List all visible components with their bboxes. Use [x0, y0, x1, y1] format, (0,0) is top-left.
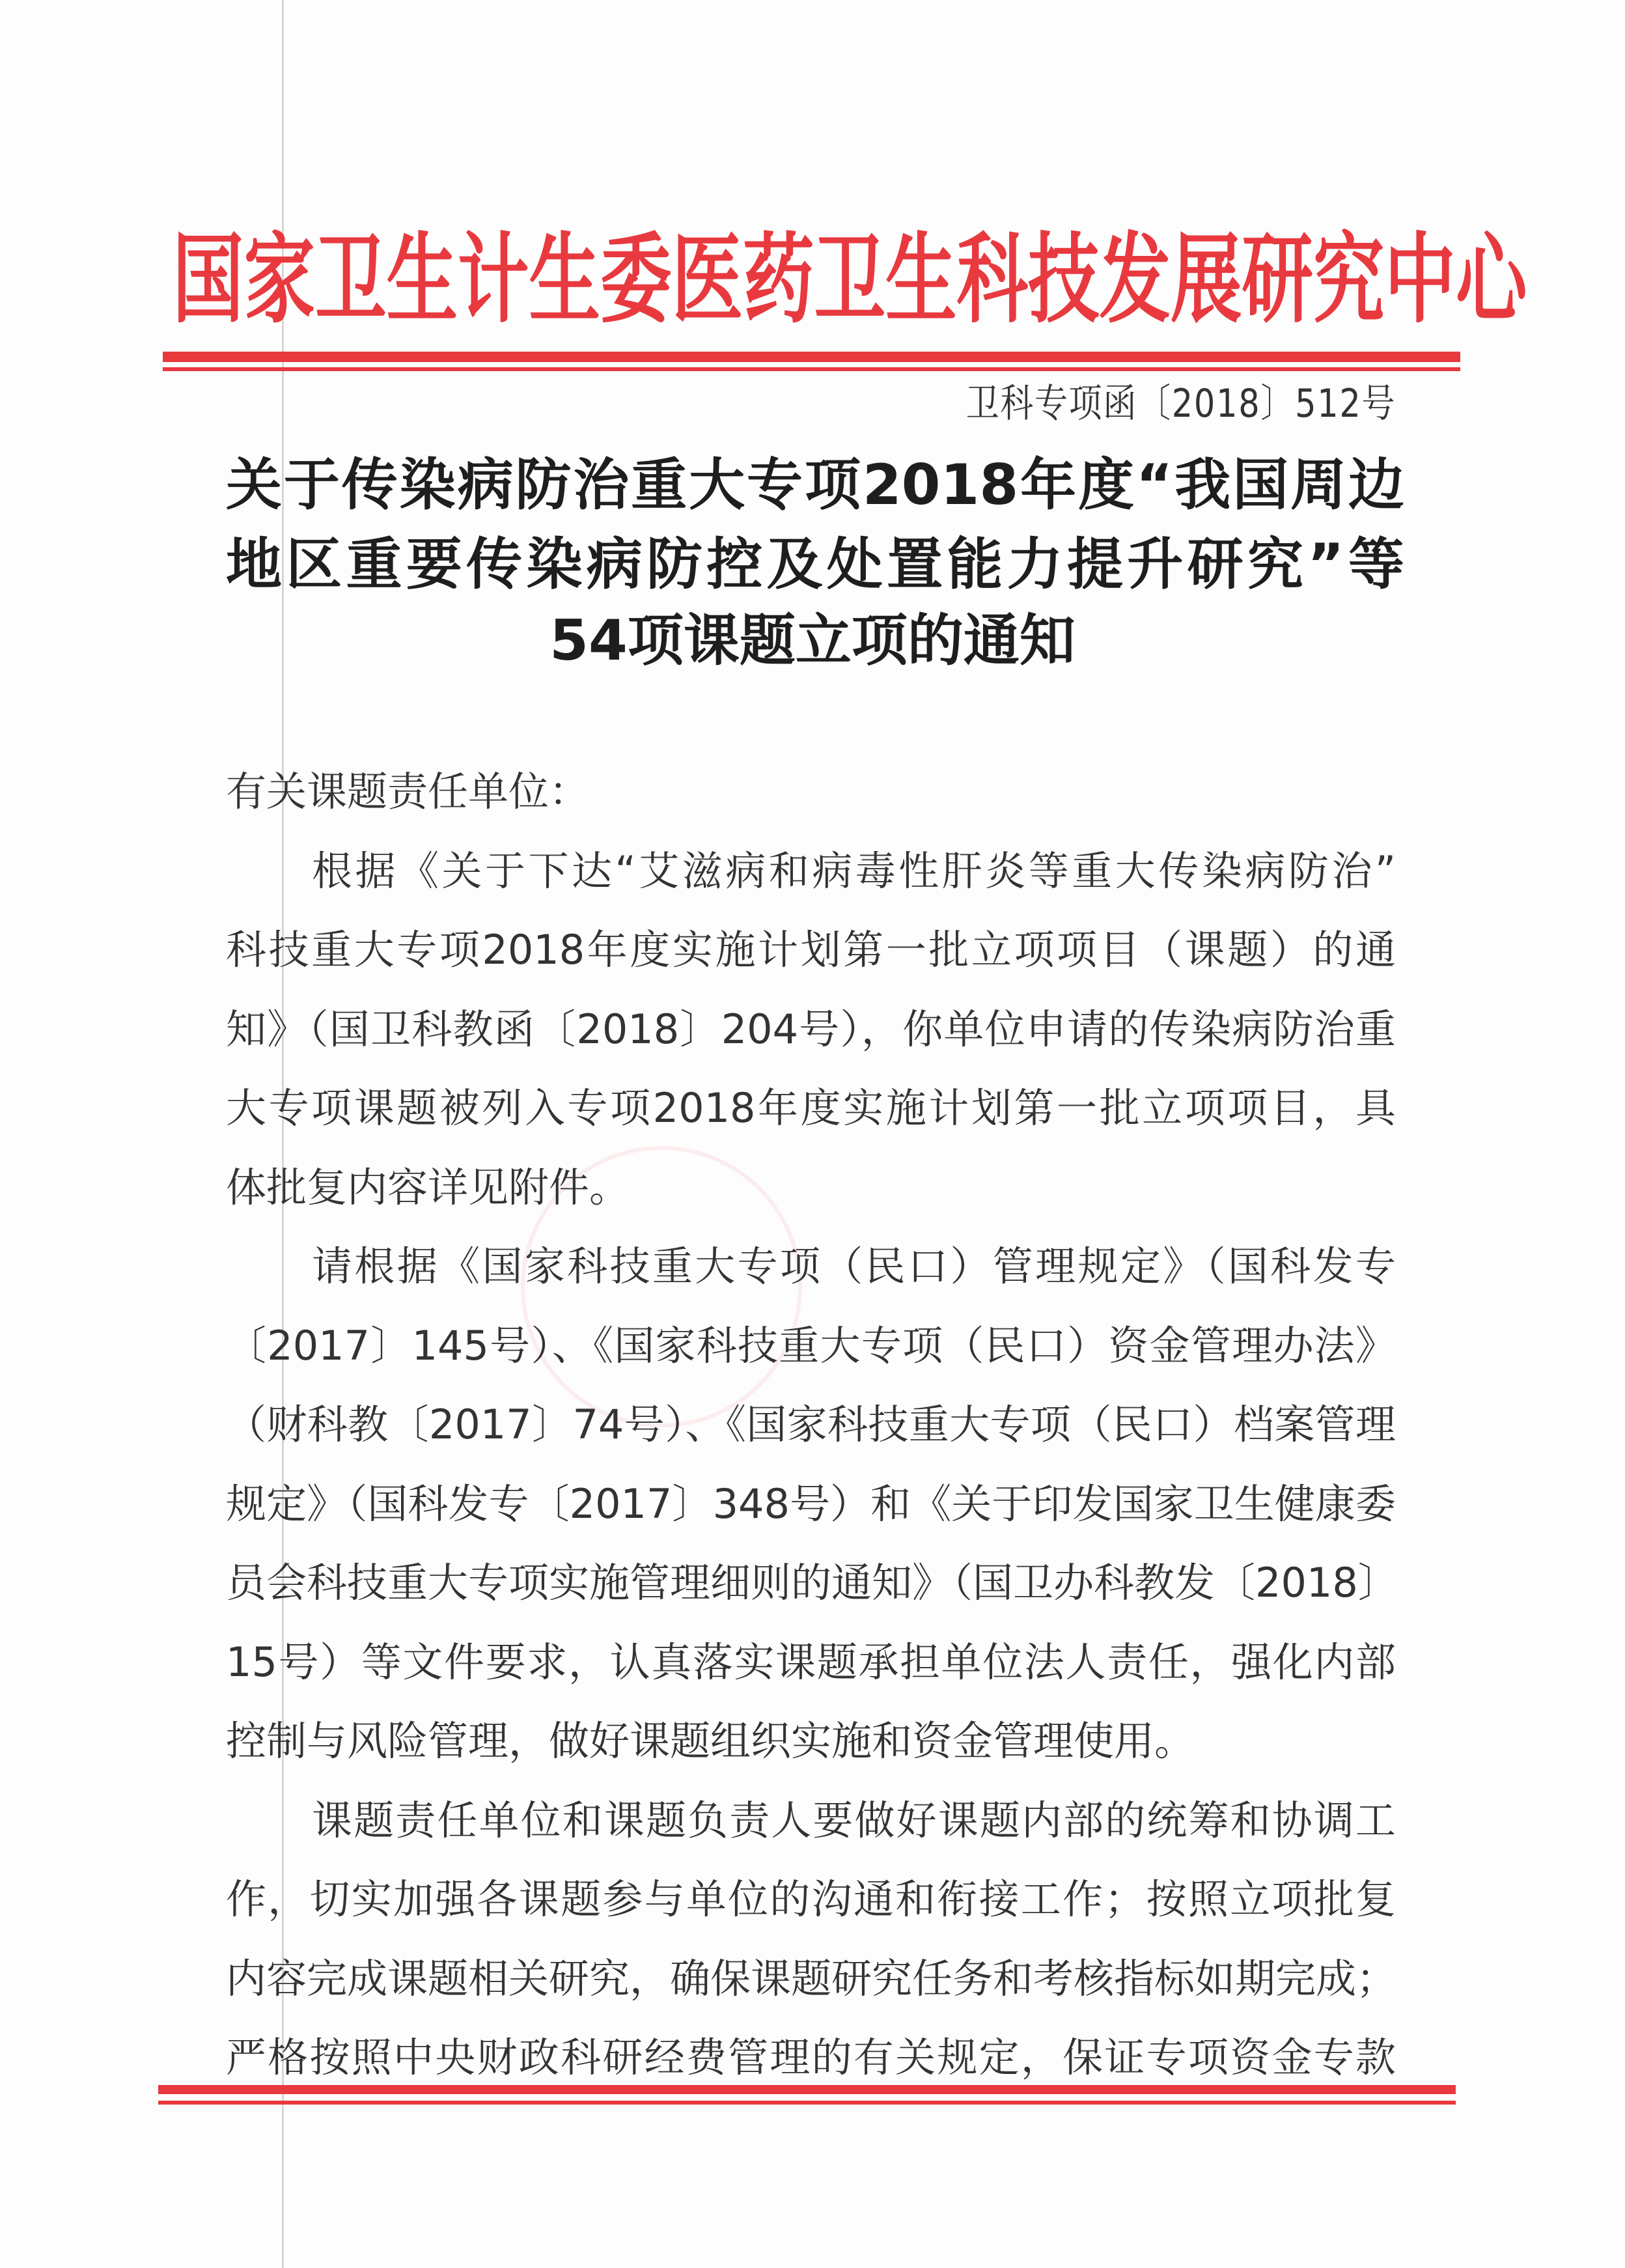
letter-body: [226, 752, 1396, 2097]
letterhead-rule-thin: [163, 367, 1460, 371]
body-line: 控制与风险管理，做好课题组织实施和资金管理使用。: [226, 1717, 1195, 1765]
body-line: 根据《关于下达“艾滋病和病毒性肝炎等重大传染病防治”: [312, 847, 1396, 895]
footer-rule-thick: [158, 2085, 1456, 2094]
title-line-2: 地区重要传染病防控及处置能力提升研究”等: [226, 532, 1404, 597]
body-line: 作，切实加强各课题参与单位的沟通和衔接工作；按照立项批复: [226, 1875, 1396, 1923]
body-line: 严格按照中央财政科研经费管理的有关规定，保证专项资金专款: [226, 2034, 1396, 2081]
title-line-3: 54项课题立项的通知: [549, 608, 1076, 673]
body-line: 体批复内容详见附件。: [226, 1163, 630, 1211]
body-line: 〔2017〕145号）、《国家科技重大专项（民口）资金管理办法》: [226, 1321, 1396, 1369]
body-line: 知》（国卫科教函〔2018〕204号），你单位申请的传染病防治重: [226, 1005, 1396, 1053]
document-number: 卫科专项函〔2018〕512号: [965, 381, 1396, 427]
organization-letterhead: 国家卫生计生委医药卫生科技发展研究中心: [173, 223, 1527, 337]
body-line: 员会科技重大专项实施管理细则的通知》（国卫办科教发〔2018〕: [226, 1559, 1398, 1606]
title-line-1: 关于传染病防治重大专项2018年度“我国周边: [226, 453, 1404, 518]
body-line: 请根据《国家科技重大专项（民口）管理规定》（国科发专: [312, 1242, 1396, 1290]
footer-rule-thin: [158, 2101, 1456, 2105]
body-line: 科技重大专项2018年度实施计划第一批立项项目（课题）的通: [226, 926, 1396, 973]
letterhead-rule-thick: [163, 352, 1460, 362]
body-line: （财科教〔2017〕74号）、《国家科技重大专项（民口）档案管理: [226, 1401, 1396, 1448]
body-line: 规定》（国科发专〔2017〕348号）和《关于印发国家卫生健康委: [226, 1479, 1396, 1528]
body-line: 课题责任单位和课题负责人要做好课题内部的统筹和协调工: [312, 1796, 1396, 1844]
salutation: 有关课题责任单位：: [226, 768, 590, 815]
body-line: 大专项课题被列入专项2018年度实施计划第一批立项项目，具: [226, 1084, 1396, 1132]
body-line: 15号）等文件要求，认真落实课题承担单位法人责任，强化内部: [226, 1638, 1396, 1686]
body-line: 内容完成课题相关研究，确保课题研究任务和考核指标如期完成；: [226, 1954, 1397, 2002]
